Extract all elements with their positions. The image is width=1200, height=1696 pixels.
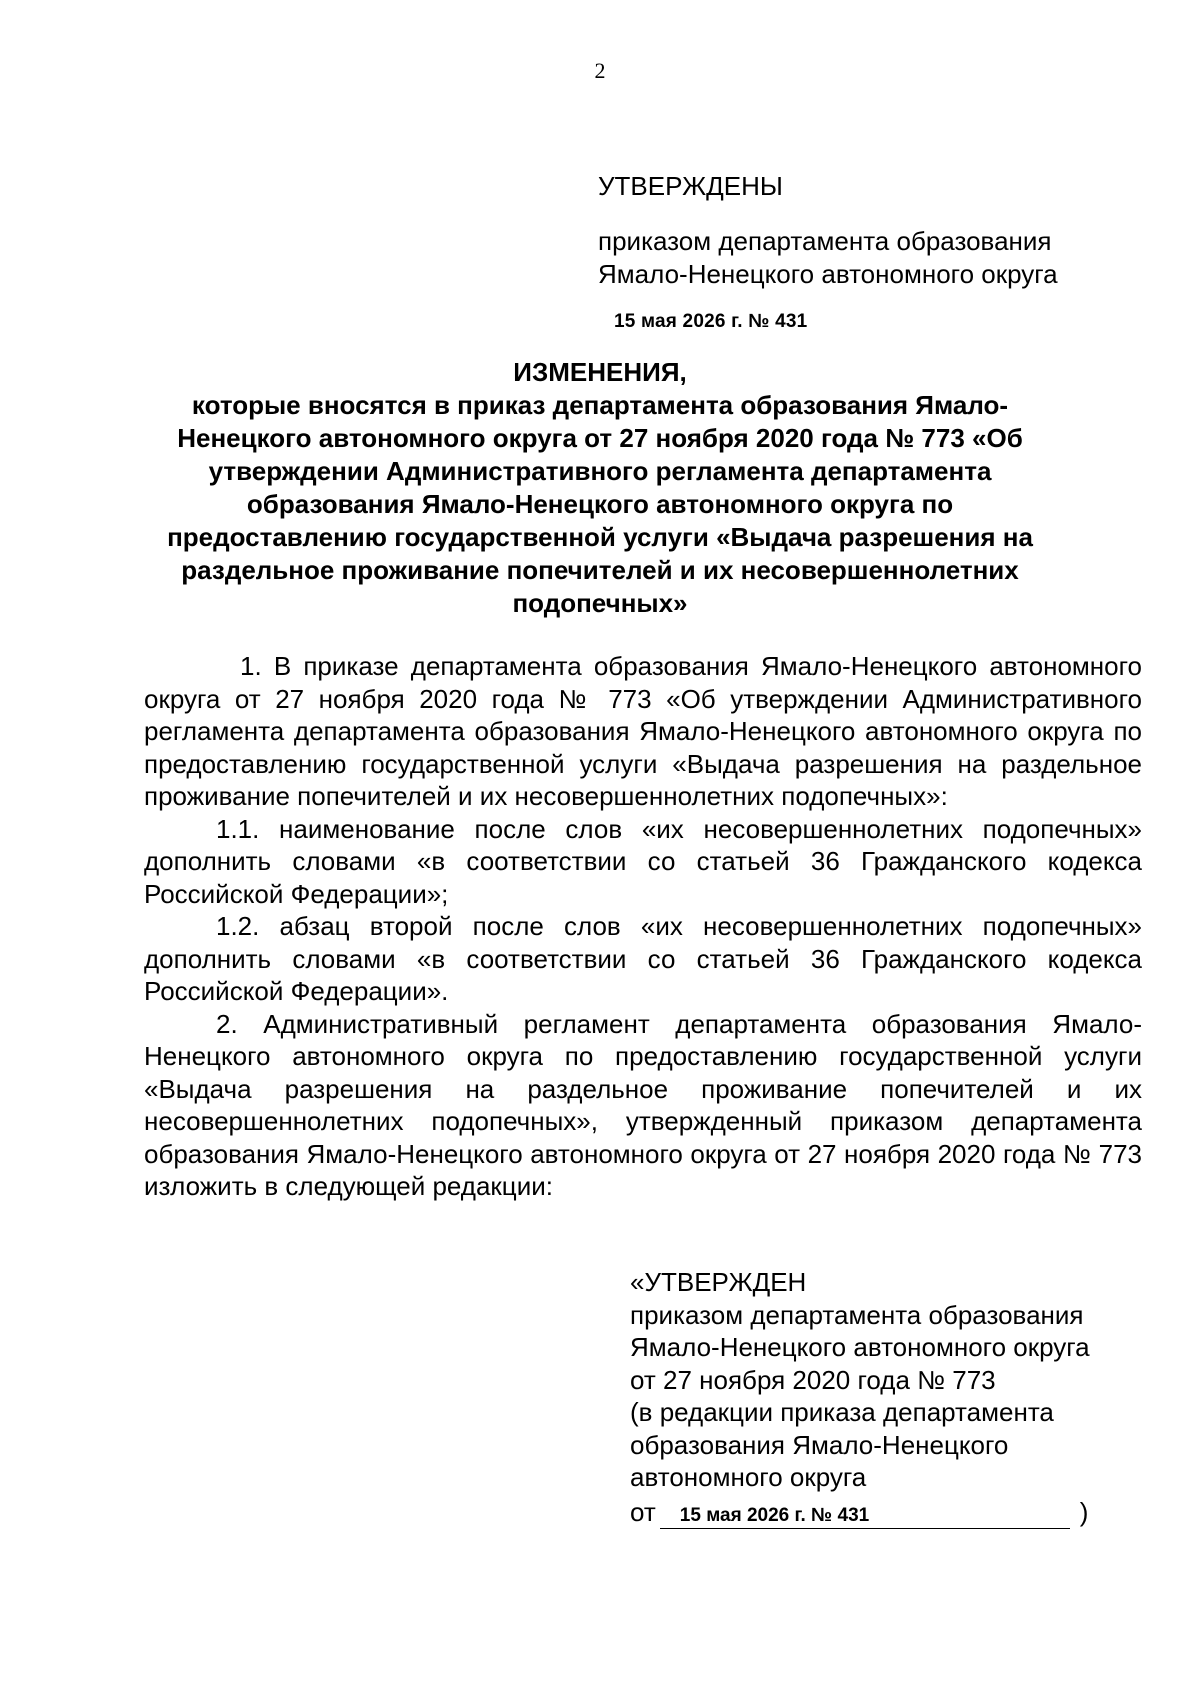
from-label: от <box>630 1496 656 1527</box>
redaction-line-3: Ямало-Ненецкого автономного округа <box>630 1332 1090 1362</box>
redaction-date-line <box>630 1496 1150 1529</box>
approval-block <box>598 170 1158 291</box>
approval-line-2: Ямало-Ненецкого автономного округа <box>598 259 1058 289</box>
redaction-line-4: от 27 ноября 2020 года № 773 <box>630 1364 996 1395</box>
order-date-number-stamp: 15 мая 2026 г. № 431 <box>614 311 808 332</box>
heading-subtitle: которые вносятся в приказ департамента образования Ямало-Ненецкого автономного округа от 27 ноября 2020 года № 773 «Об утверждении Административного регламента департамента образования Ямало-Ненецкого автономного округа по предоставлению государственной услуги «Выдача разрешения на раздельное проживание попечителей и их несовершеннолетних подопечных» <box>167 390 1033 618</box>
paragraph-2: 2. Административный регламент департамента образования Ямало-Ненецкого автономного округа по предоставлению государственной услуги «Выдача разрешения на раздельное проживание попечителей и их несовершеннолетних подопечных», утвержденный приказом департамента образования Ямало-Ненецкого автономного округа от 27 ноября 2020 года № 773 изложить в следующей редакции: <box>144 1008 1142 1201</box>
redaction-line-5: (в редакции приказа департамента <box>630 1397 1054 1427</box>
redaction-date-number-stamp: 15 мая 2026 г. № 431 <box>660 1504 1070 1529</box>
closing-parenthesis: ) <box>1079 1496 1089 1527</box>
redaction-line-2: приказом департамента образования <box>630 1299 1084 1330</box>
paragraph-1: 1. В приказе департамента образования Ямало-Ненецкого автономного округа от 27 ноября 2020 года № 773 «Об утверждении Административного регламента департамента образования Ямало-Ненецкого автономного округа по предоставлению государственной услуги «Выдача разрешения на раздельное проживание попечителей и их несовершеннолетних подопечных»: <box>144 651 1142 811</box>
heading-title: ИЗМЕНЕНИЯ, <box>513 357 687 387</box>
redaction-line-6: образования Ямало-Ненецкого <box>630 1429 1009 1460</box>
approval-title: УТВЕРЖДЕНЫ <box>598 171 783 201</box>
paragraph-1-2: 1.2. абзац второй после слов «их несовершеннолетних подопечных» дополнить словами «в соответствии со статьей 36 Гражданского кодекса Российской Федерации». <box>144 911 1142 1006</box>
document-body <box>144 650 1142 1203</box>
paragraph-1-1: 1.1. наименование после слов «их несовершеннолетних подопечных» дополнить словами «в соответствии со статьей 36 Гражданского кодекса Российской Федерации»; <box>144 813 1142 909</box>
redaction-line-7: автономного округа <box>630 1462 867 1492</box>
redaction-line-1: «УТВЕРЖДЕН <box>630 1267 807 1297</box>
document-heading <box>150 356 1050 620</box>
approval-line-1: приказом департамента образования <box>598 226 1052 256</box>
redaction-approval-block <box>630 1266 1150 1529</box>
page-number: 2 <box>594 58 606 83</box>
